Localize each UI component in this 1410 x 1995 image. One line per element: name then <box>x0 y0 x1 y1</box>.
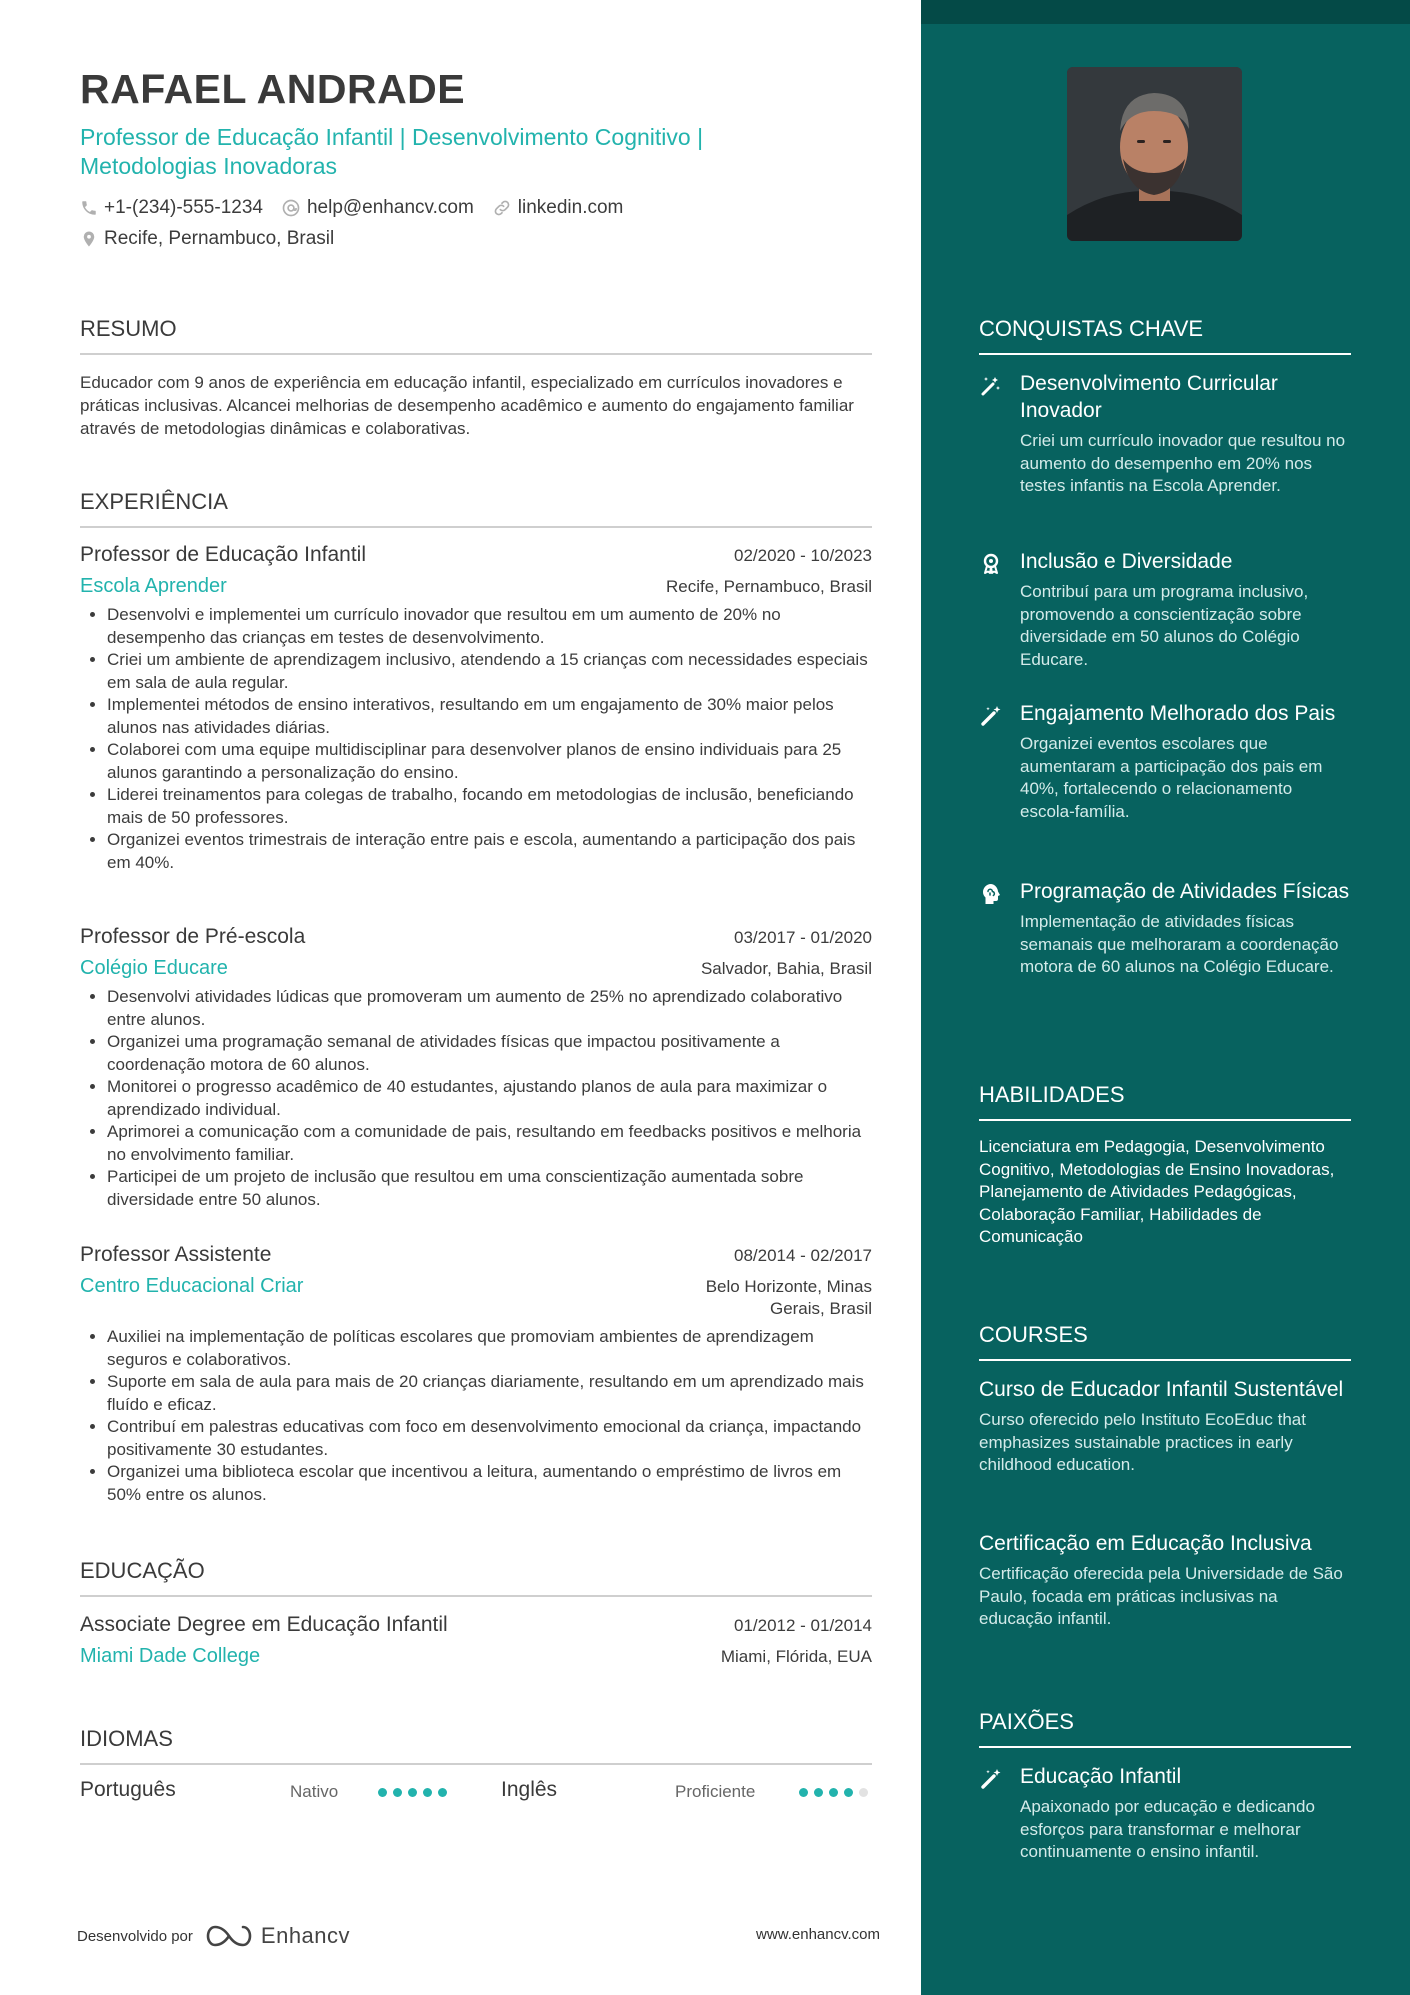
courses-title: COURSES <box>979 1322 1351 1361</box>
language-rating <box>799 1788 874 1797</box>
achievement-desc: Organizei eventos escolares que aumentaram a participação dos pais em 40%, fortalecendo o relacionamento escola-família. <box>1020 734 1323 821</box>
education-title: EDUCAÇÃO <box>80 1558 872 1597</box>
job-company: Centro Educacional Criar <box>80 1275 304 1297</box>
contact-row <box>80 197 641 219</box>
education-entry <box>80 1613 872 1668</box>
bullet-item: • Aprimorei a comunicação com a comunidade de pais, resultando em feedbacks positivos e melhoria no envolvimento familiar. <box>107 1121 872 1166</box>
school-name: Miami Dade College <box>80 1645 261 1667</box>
footer <box>77 1917 880 1947</box>
degree-title: Associate Degree em Educação Infantil <box>80 1613 448 1636</box>
education-date: 01/2012 - 01/2014 <box>733 1616 872 1635</box>
job-bullets <box>80 986 872 1211</box>
job-date: 08/2014 - 02/2017 <box>733 1246 872 1265</box>
summary-title: RESUMO <box>80 316 872 355</box>
job-date: 03/2017 - 01/2020 <box>733 928 872 947</box>
job-title: Professor de Pré-escola <box>80 925 306 948</box>
bullet-item: • Organizei eventos trimestrais de interação entre pais e escola, aumentando a participação dos pais em 40%. <box>107 829 872 874</box>
job-location: Recife, Pernambuco, Brasil <box>666 577 872 596</box>
enhancv-logo-icon <box>205 1923 253 1949</box>
rating-dot-filled <box>423 1788 432 1797</box>
profile-photo <box>1067 67 1242 241</box>
language-level: Nativo <box>290 1782 339 1801</box>
achievement-item <box>979 878 1351 979</box>
award-ribbon-icon <box>979 552 1003 576</box>
skills-title: HABILIDADES <box>979 1082 1351 1121</box>
footer-credit <box>77 1923 350 1949</box>
location-item <box>80 228 334 250</box>
course-title: Certificação em Educação Inclusiva <box>979 1532 1312 1555</box>
email-text: help@enhancv.com <box>306 197 474 218</box>
head-brain-icon <box>979 882 1003 906</box>
bullet-item: • Monitorei o progresso acadêmico de 40 estudantes, ajustando planos de aula para maximizar o aprendizado individual. <box>107 1076 872 1121</box>
achievements-title: CONQUISTAS CHAVE <box>979 316 1351 355</box>
job-company: Colégio Educare <box>80 957 228 979</box>
achievement-title: Desenvolvimento Curricular Inovador <box>1020 372 1278 422</box>
job-entry <box>80 1243 872 1506</box>
bullet-item: • Criei um ambiente de aprendizagem inclusivo, atendendo a 15 crianças com necessidades especiais em sala de aula regular. <box>107 649 872 694</box>
website-text: linkedin.com <box>517 197 624 218</box>
location-text: Recife, Pernambuco, Brasil <box>104 228 335 249</box>
bullet-item: • Contribuí em palestras educativas com foco em desenvolvimento emocional da criança, impactando positivamente 30 estudantes. <box>107 1416 872 1461</box>
passion-title: Educação Infantil <box>1020 1765 1182 1788</box>
course-item <box>979 1376 1351 1477</box>
bullet-item: • Desenvolvi atividades lúdicas que promoveram um aumento de 25% no aprendizado colaborativo entre alunos. <box>107 986 872 1031</box>
course-desc: Certificação oferecida pela Universidade de São Paulo, focada em práticas inclusivas na educação infantil. <box>979 1564 1343 1628</box>
bullet-item: • Organizei uma programação semanal de atividades físicas que impactou positivamente a coordenação motora de 60 alunos. <box>107 1031 872 1076</box>
email-item[interactable] <box>281 197 474 219</box>
phone-icon <box>80 199 98 217</box>
achievement-item <box>979 548 1351 671</box>
rating-dot-filled <box>814 1788 823 1797</box>
at-icon <box>281 198 301 218</box>
portrait-icon <box>1067 67 1242 241</box>
location-row <box>80 228 352 250</box>
bullet-item: • Organizei uma biblioteca escolar que incentivou a leitura, aumentando o empréstimo de livros em 50% entre os alunos. <box>107 1461 872 1506</box>
bullet-item: • Liderei treinamentos para colegas de trabalho, focando em metodologias de inclusão, beneficiando mais de 50 professores. <box>107 784 872 829</box>
achievement-desc: Criei um currículo inovador que resultou no aumento do desempenho em 20% nos testes infantis na Escola Aprender. <box>1020 431 1346 495</box>
course-item <box>979 1530 1351 1631</box>
sidebar-top-band <box>921 0 1410 24</box>
course-title: Curso de Educador Infantil Sustentável <box>979 1378 1344 1401</box>
bullet-item: • Desenvolvi e implementei um currículo inovador que resultou em um aumento de 20% no desempenho das crianças em testes de desenvolvimento. <box>107 604 872 649</box>
job-title: Professor de Educação Infantil <box>80 543 367 566</box>
rating-dot-empty <box>859 1788 868 1797</box>
bullet-item: • Implementei métodos de ensino interativos, resultando em um engajamento de 30% maior pelos alunos nas atividades diárias. <box>107 694 872 739</box>
footer-url[interactable]: www.enhancv.com <box>756 1926 880 1943</box>
languages-title: IDIOMAS <box>80 1726 872 1765</box>
sidebar <box>921 0 1410 1995</box>
skills-text: Licenciatura em Pedagogia, Desenvolvimento Cognitivo, Metodologias de Ensino Inovadoras, Planejamento de Atividades Pedagógicas, Colaboração Familiar, Habilidades de Comunicação <box>979 1137 1335 1246</box>
bullet-item: • Participei de um projeto de inclusão que resultou em uma conscientização aumentada sobre diversidade entre 50 alunos. <box>107 1166 872 1211</box>
job-title: Professor Assistente <box>80 1243 272 1266</box>
language-name: Inglês <box>501 1778 558 1801</box>
experience-title: EXPERIÊNCIA <box>80 489 872 528</box>
summary-text: Educador com 9 anos de experiência em educação infantil, especializado em currículos inovadores e práticas inclusivas. Alcancei melhorias de desempenho acadêmico e aumento do engajamento familiar através de metodologias dinâmicas e colaborativas. <box>80 373 854 438</box>
job-location: Belo Horizonte, Minas Gerais, Brasil <box>705 1277 872 1318</box>
job-date: 02/2020 - 10/2023 <box>733 546 872 565</box>
bullet-item: • Colaborei com uma equipe multidisciplinar para desenvolver planos de ensino individuais para 25 alunos garantindo a personalização do ensino. <box>107 739 872 784</box>
brand-name: Enhancv <box>260 1923 351 1948</box>
rating-dot-filled <box>393 1788 402 1797</box>
magic-wand-icon <box>979 374 1003 398</box>
job-bullets <box>80 1326 872 1506</box>
achievement-title: Inclusão e Diversidade <box>1020 550 1233 573</box>
achievement-title: Engajamento Melhorado dos Pais <box>1020 702 1336 725</box>
wand-icon <box>979 704 1003 728</box>
achievement-title: Programação de Atividades Físicas <box>1020 880 1350 903</box>
passion-desc: Apaixonado por educação e dedicando esforços para transformar e melhorar continuamente o ensino infantil. <box>1020 1797 1315 1861</box>
job-bullets <box>80 604 872 874</box>
bullet-item: • Auxiliei na implementação de políticas escolares que promoviam ambientes de aprendizagem seguros e colaborativos. <box>107 1326 872 1371</box>
rating-dot-filled <box>438 1788 447 1797</box>
link-icon <box>492 198 512 218</box>
rating-dot-filled <box>829 1788 838 1797</box>
developed-by-text: Desenvolvido por <box>77 1927 193 1945</box>
language-level: Proficiente <box>675 1782 756 1801</box>
location-pin-icon <box>80 229 98 249</box>
rating-dot-filled <box>844 1788 853 1797</box>
language-name: Português <box>80 1778 176 1801</box>
website-item[interactable] <box>492 197 624 219</box>
rating-dot-filled <box>799 1788 808 1797</box>
language-rating <box>378 1788 453 1797</box>
education-location: Miami, Flórida, EUA <box>720 1647 872 1666</box>
achievement-desc: Contribuí para um programa inclusivo, promovendo a conscientização sobre diversidade em 50 alunos do Colégio Educare. <box>1020 582 1309 669</box>
languages-row <box>80 1778 872 1812</box>
achievement-desc: Implementação de atividades físicas semanais que melhoraram a coordenação motora de 60 alunos na Colégio Educare. <box>1020 912 1339 976</box>
rating-dot-filled <box>408 1788 417 1797</box>
job-entry <box>80 925 872 1211</box>
passion-item <box>979 1763 1351 1864</box>
phone-text: +1-(234)-555-1234 <box>104 197 263 218</box>
candidate-name: RAFAEL ANDRADE <box>80 66 466 112</box>
achievement-item <box>979 370 1351 498</box>
bullet-item: • Suporte em sala de aula para mais de 20 crianças diariamente, resultando em um aprendizado mais fluído e eficaz. <box>107 1371 872 1416</box>
wand-icon <box>979 1767 1003 1791</box>
course-desc: Curso oferecido pelo Instituto EcoEduc that emphasizes sustainable practices in early childhood education. <box>979 1410 1306 1474</box>
headline: Professor de Educação Infantil | Desenvolvimento Cognitivo | Metodologias Inovadoras <box>80 124 704 179</box>
rating-dot-filled <box>378 1788 387 1797</box>
achievement-item <box>979 700 1351 823</box>
phone-item <box>80 197 263 219</box>
job-entry <box>80 543 872 874</box>
passions-title: PAIXÕES <box>979 1709 1351 1748</box>
job-company: Escola Aprender <box>80 575 227 597</box>
job-location: Salvador, Bahia, Brasil <box>700 959 872 978</box>
